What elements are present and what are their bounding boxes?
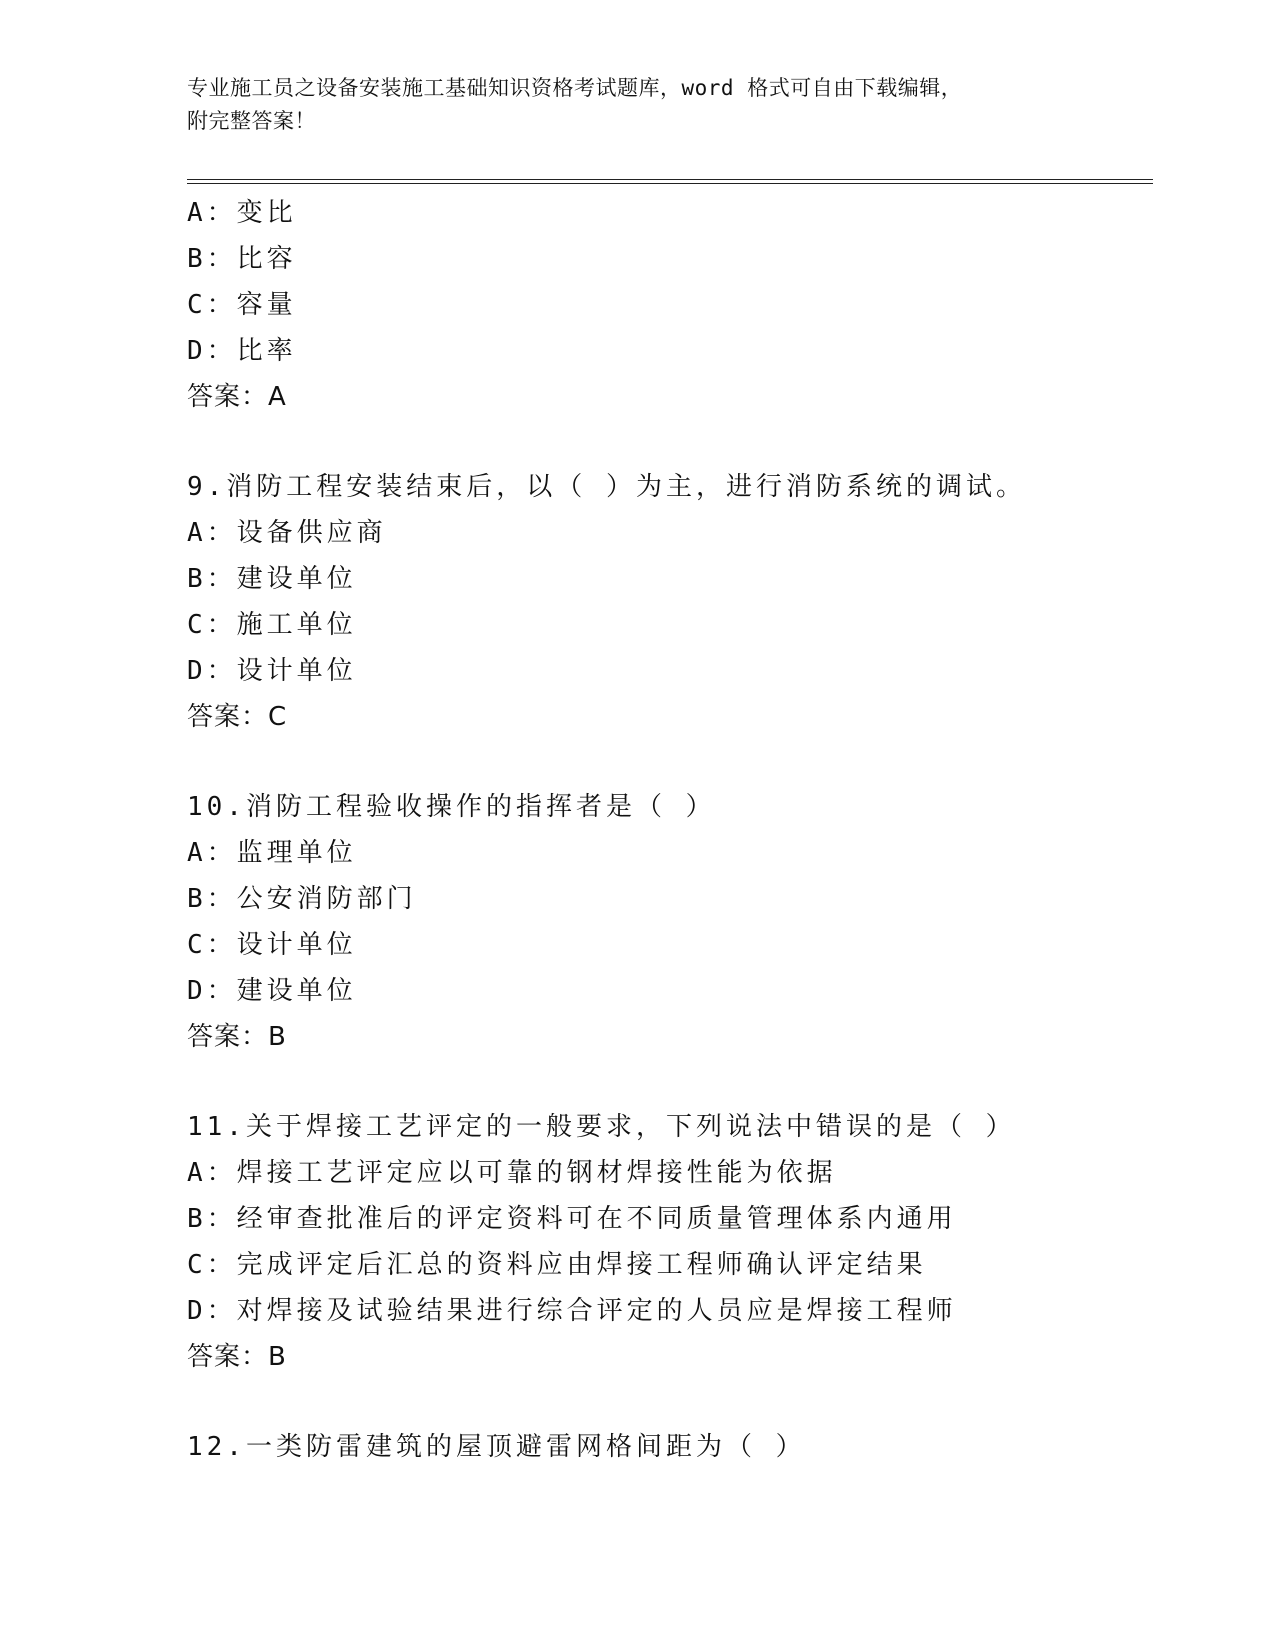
question-text: 10.消防工程验收操作的指挥者是（ ） xyxy=(187,792,716,822)
question-text: 11.关于焊接工艺评定的一般要求，下列说法中错误的是（ ） xyxy=(187,1112,1016,1142)
answer-line xyxy=(187,1014,1153,1060)
answer-value: C xyxy=(268,702,288,732)
option-a: A：焊接工艺评定应以可靠的钢材焊接性能为依据 xyxy=(187,1158,837,1188)
question-text: 12.一类防雷建筑的屋顶避雷网格间距为（ ） xyxy=(187,1432,806,1462)
answer-label: 答案： xyxy=(187,1022,269,1052)
option-a: A：监理单位 xyxy=(187,838,357,868)
answer-line xyxy=(187,1334,1153,1380)
option-d: D：对焊接及试验结果进行综合评定的人员应是焊接工程师 xyxy=(187,1296,957,1326)
question-list xyxy=(187,190,1153,1470)
option-c: C：施工单位 xyxy=(187,610,357,640)
answer-value: B xyxy=(268,1022,287,1052)
answer-label: 答案： xyxy=(187,1342,269,1372)
option-a: A：设备供应商 xyxy=(187,518,387,548)
spacer xyxy=(187,1060,1153,1104)
answer-line xyxy=(187,694,1153,740)
option-b: B：比容 xyxy=(187,244,297,274)
spacer xyxy=(187,420,1153,464)
header-line-2: 附完整答案！ xyxy=(187,109,316,133)
header-divider-top xyxy=(187,179,1153,180)
question-block-12 xyxy=(187,1424,1153,1470)
header-divider-bottom xyxy=(187,183,1153,184)
question-block-8 xyxy=(187,190,1153,420)
document-header xyxy=(187,72,1067,138)
answer-line xyxy=(187,374,1153,420)
question-block-11 xyxy=(187,1104,1153,1380)
option-b: B：公安消防部门 xyxy=(187,884,417,914)
option-c: C：设计单位 xyxy=(187,930,357,960)
spacer xyxy=(187,1380,1153,1424)
header-line-1: 专业施工员之设备安装施工基础知识资格考试题库，word 格式可自由下载编辑， xyxy=(187,76,963,100)
option-c: C：容量 xyxy=(187,290,297,320)
option-a: A：变比 xyxy=(187,198,297,228)
option-b: B：建设单位 xyxy=(187,564,357,594)
answer-value: B xyxy=(268,1342,287,1372)
answer-label: 答案： xyxy=(187,702,269,732)
question-block-10 xyxy=(187,784,1153,1060)
spacer xyxy=(187,740,1153,784)
option-b: B：经审查批准后的评定资料可在不同质量管理体系内通用 xyxy=(187,1204,957,1234)
option-d: D：比率 xyxy=(187,336,297,366)
question-block-9 xyxy=(187,464,1153,740)
answer-value: A xyxy=(268,382,287,412)
option-d: D：设计单位 xyxy=(187,656,357,686)
option-c: C：完成评定后汇总的资料应由焊接工程师确认评定结果 xyxy=(187,1250,927,1280)
question-text: 9.消防工程安装结束后，以（ ）为主，进行消防系统的调试。 xyxy=(187,472,1026,502)
option-d: D：建设单位 xyxy=(187,976,357,1006)
answer-label: 答案： xyxy=(187,382,269,412)
